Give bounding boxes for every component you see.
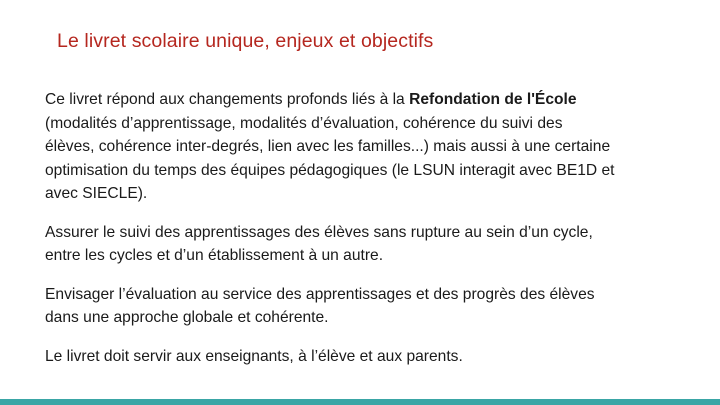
- paragraph-line: (modalités d’apprentissage, modalités d’évaluation, cohérence du suivi des: [45, 114, 563, 132]
- paragraph-line: Le livret doit servir aux enseignants, à l’élève et aux parents.: [45, 347, 463, 365]
- paragraph-text: Ce livret répond aux changements profonds liés à la: [45, 91, 410, 108]
- paragraph-context: [45, 88, 705, 206]
- paragraph-audience: [45, 345, 705, 369]
- paragraph-evaluation: [45, 283, 705, 330]
- paragraph-line: Assurer le suivi des apprentissages des élèves sans rupture au sein d’un cycle,: [45, 223, 593, 241]
- footer-accent-bar: [0, 399, 720, 405]
- paragraph-follow-up: [45, 221, 705, 268]
- paragraph-line: optimisation du temps des équipes pédagogiques (le LSUN interagit avec BE1D et: [45, 161, 615, 179]
- paragraph-line: entre les cycles et d’un établissement à un autre.: [45, 247, 384, 264]
- bold-phrase: Refondation de l'École: [409, 91, 577, 108]
- paragraph-line: [45, 88, 705, 112]
- slide-title: Le livret scolaire unique, enjeux et objectifs: [57, 30, 434, 52]
- paragraph-line: dans une approche globale et cohérente.: [45, 309, 329, 326]
- slide-body: [45, 88, 705, 383]
- paragraph-line: avec SIECLE).: [45, 185, 148, 202]
- paragraph-line: élèves, cohérence inter-degrés, lien avec les familles...) mais aussi à une certaine: [45, 138, 611, 155]
- paragraph-line: Envisager l’évaluation au service des apprentissages et des progrès des élèves: [45, 285, 595, 303]
